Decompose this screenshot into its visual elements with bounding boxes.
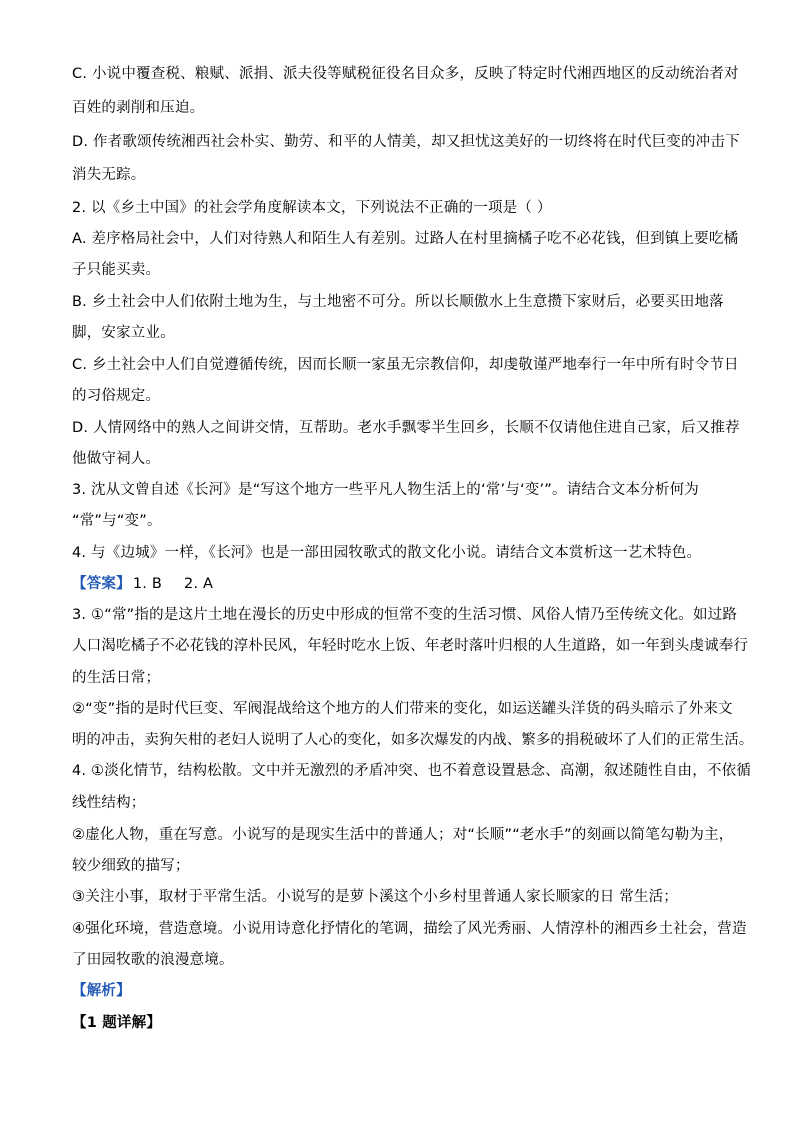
analysis-label: 【解析】 xyxy=(72,983,131,999)
answer-line xyxy=(72,574,213,594)
answer-q2: 2. A xyxy=(184,576,214,592)
answer-4-line-7: 了田园牧歌的浪漫意境。 xyxy=(72,952,234,968)
q2-option-b-line-1: B. 乡土社会中人们依附土地为生，与土地密不可分。所以长顺傲水上生意攒下家财后，必要买田地落 xyxy=(72,294,724,310)
answer-3-line-1: 3. ①“常”指的是这片土地在漫长的历史中形成的恒常不变的生活习惯、风俗人情乃至传统文化。如过路 xyxy=(72,607,738,623)
q2-option-b-line-2: 脚，安家立业。 xyxy=(72,325,175,341)
q2-option-d-line-1: D. 人情网络中的熟人之间讲交情，互帮助。老水手飘零半生回乡，长顺不仅请他住进自己家，后又推荐 xyxy=(72,420,740,436)
question-3-line-1: 3. 沈从文曾自述《长河》是“写这个地方一些平凡人物生活上的‘常’与‘变’”。请结合文本分析何为 xyxy=(72,482,700,498)
answer-4-line-1: 4. ①淡化情节，结构松散。文中并无激烈的矛盾冲突、也不着意设置悬念、高潮，叙述随性自由，不依循 xyxy=(72,763,752,779)
answer-3-line-2: 人口渴吃橘子不必花钱的淳朴民风，年轻时吃水上饭、年老时落叶归根的人生道路，如一年到头虔诚奉行 xyxy=(72,638,749,654)
option-c-line-2: 百姓的剥削和压迫。 xyxy=(72,100,205,116)
option-d-line-2: 消失无踪。 xyxy=(72,167,146,183)
detail-label: 【1 题详解】 xyxy=(72,1015,162,1031)
answer-4-line-6: ④强化环境，营造意境。小说用诗意化抒情化的笔调，描绘了风光秀丽、人情淳朴的湘西乡土社会，营造 xyxy=(72,921,747,937)
q2-option-c-line-1: C. 乡土社会中人们自觉遵循传统，因而长顺一家虽无宗教信仰，却虔敬谨严地奉行一年中所有时令节日 xyxy=(72,357,739,373)
q2-option-a-line-1: A. 差序格局社会中，人们对待熟人和陌生人有差别。过路人在村里摘橘子吃不必花钱，但到镇上要吃橘 xyxy=(72,231,739,247)
option-d-line-1: D. 作者歌颂传统湘西社会朴实、勤劳、和平的人情美，却又担忧这美好的一切终将在时代巨变的冲击下 xyxy=(72,134,740,150)
answer-3-line-5: 明的冲击，卖狗矢柑的老妇人说明了人心的变化，如多次爆发的内战、繁多的捐税破坏了人们的正常生活。 xyxy=(72,732,754,748)
answer-4-line-5: ③关注小事，取材于平常生活。小说写的是萝卜溪这个小乡村里普通人家长顺家的日 常生活； xyxy=(72,889,679,905)
answer-4-line-3: ②虚化人物，重在写意。小说写的是现实生活中的普通人；对“长顺”“老水手”的刻画以简笔勾勒为主， xyxy=(72,827,734,843)
question-4: 4. 与《边城》一样，《长河》也是一部田园牧歌式的散文化小说。请结合文本赏析这一艺术特色。 xyxy=(72,545,702,561)
question-3-line-2: “常”与“变”。 xyxy=(72,513,162,529)
question-2: 2. 以《乡土中国》的社会学角度解读本文，下列说法不正确的一项是（ ） xyxy=(72,200,552,216)
answer-q1: 1. B xyxy=(132,576,163,592)
q2-option-a-line-2: 子只能买卖。 xyxy=(72,262,161,278)
answer-3-line-3: 的生活日常； xyxy=(72,670,161,686)
q2-option-c-line-2: 的习俗规定。 xyxy=(72,388,161,404)
answer-label: 【答案】 xyxy=(72,576,131,592)
answer-4-line-4: 较少细致的描写； xyxy=(72,858,190,874)
option-c-line-1: C. 小说中覆查税、粮赋、派捐、派夫役等赋税征役名目众多，反映了特定时代湘西地区的反动统治者对 xyxy=(72,66,739,82)
answer-4-line-2: 线性结构； xyxy=(72,795,146,811)
answer-3-line-4: ②“变”指的是时代巨变、军阀混战给这个地方的人们带来的变化，如运送罐头洋货的码头暗示了外来文 xyxy=(72,701,733,717)
q2-option-d-line-2: 他做守祠人。 xyxy=(72,451,161,467)
